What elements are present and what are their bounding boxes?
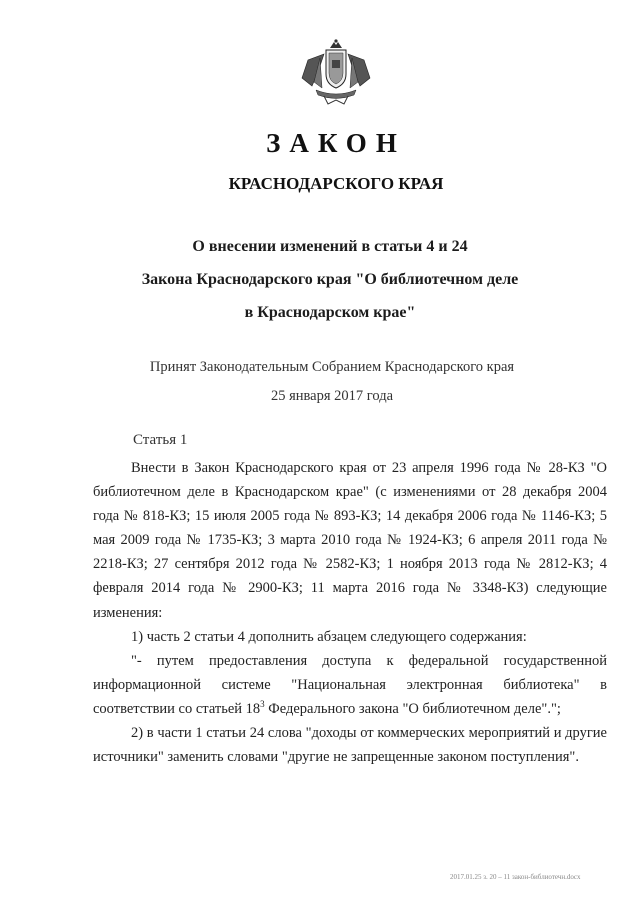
quote-superscript: 3 xyxy=(260,699,265,710)
adoption-info xyxy=(0,353,640,411)
article-body xyxy=(93,456,607,769)
article-item-2: 2) в части 1 статьи 24 слова "доходы от коммерческих мероприятий и другие источники" заменить словами "другие не запрещенные законом поступления". xyxy=(93,725,607,766)
article-item-1: 1) часть 2 статьи 4 дополнить абзацем следующего содержания: xyxy=(131,628,527,645)
article-heading: Статья 1 xyxy=(133,432,188,448)
law-name xyxy=(0,230,640,329)
footer-file-stamp: 2017.01.25 з. 20 – 11 закон-библиотечн.docx xyxy=(450,873,581,881)
adoption-body: Принят Законодательным Собранием Краснодарского края xyxy=(149,359,515,375)
law-name-line: в Краснодарском крае" xyxy=(244,304,416,321)
quote-text-before: "- путем предоставления доступа к федеральной государственной информационной системе "Национальная электронная библиотека" в соответствии со статьей 18 xyxy=(93,652,607,717)
law-name-line: О внесении изменений в статьи 4 и 24 xyxy=(192,238,468,255)
law-name-line: Закона Краснодарского края "О библиотечном деле xyxy=(141,271,519,288)
adoption-date: 25 января 2017 года xyxy=(270,388,394,404)
article-quote-paragraph xyxy=(93,649,607,721)
quote-text-after: Федерального закона "О библиотечном деле"."; xyxy=(264,700,561,717)
document-subtitle: КРАСНОДАРСКОГО КРАЯ xyxy=(228,174,444,193)
coat-of-arms-icon xyxy=(294,38,378,106)
document-title: ЗАКОН xyxy=(266,128,406,158)
article-intro-paragraph: Внести в Закон Краснодарского края от 23 апреля 1996 года № 28-КЗ "О библиотечном деле в Краснодарском крае" (с изменениями от 28 декабря 2004 года № 818-КЗ; 15 июля 2005 года № 893-КЗ; 14 декабря 2006 года № 1146-КЗ; 5 мая 2009 года № 1735-КЗ; 3 марта 2010 года № 1924-КЗ; 6 апреля 2011 года № 2218-КЗ; 27 сентября 2012 года № 2582-КЗ; 1 ноября 2013 года № 2812-КЗ; 4 февраля 2014 года № 2900-КЗ; 11 марта 2016 года № 3348-КЗ) следующие изменения: xyxy=(93,460,607,621)
